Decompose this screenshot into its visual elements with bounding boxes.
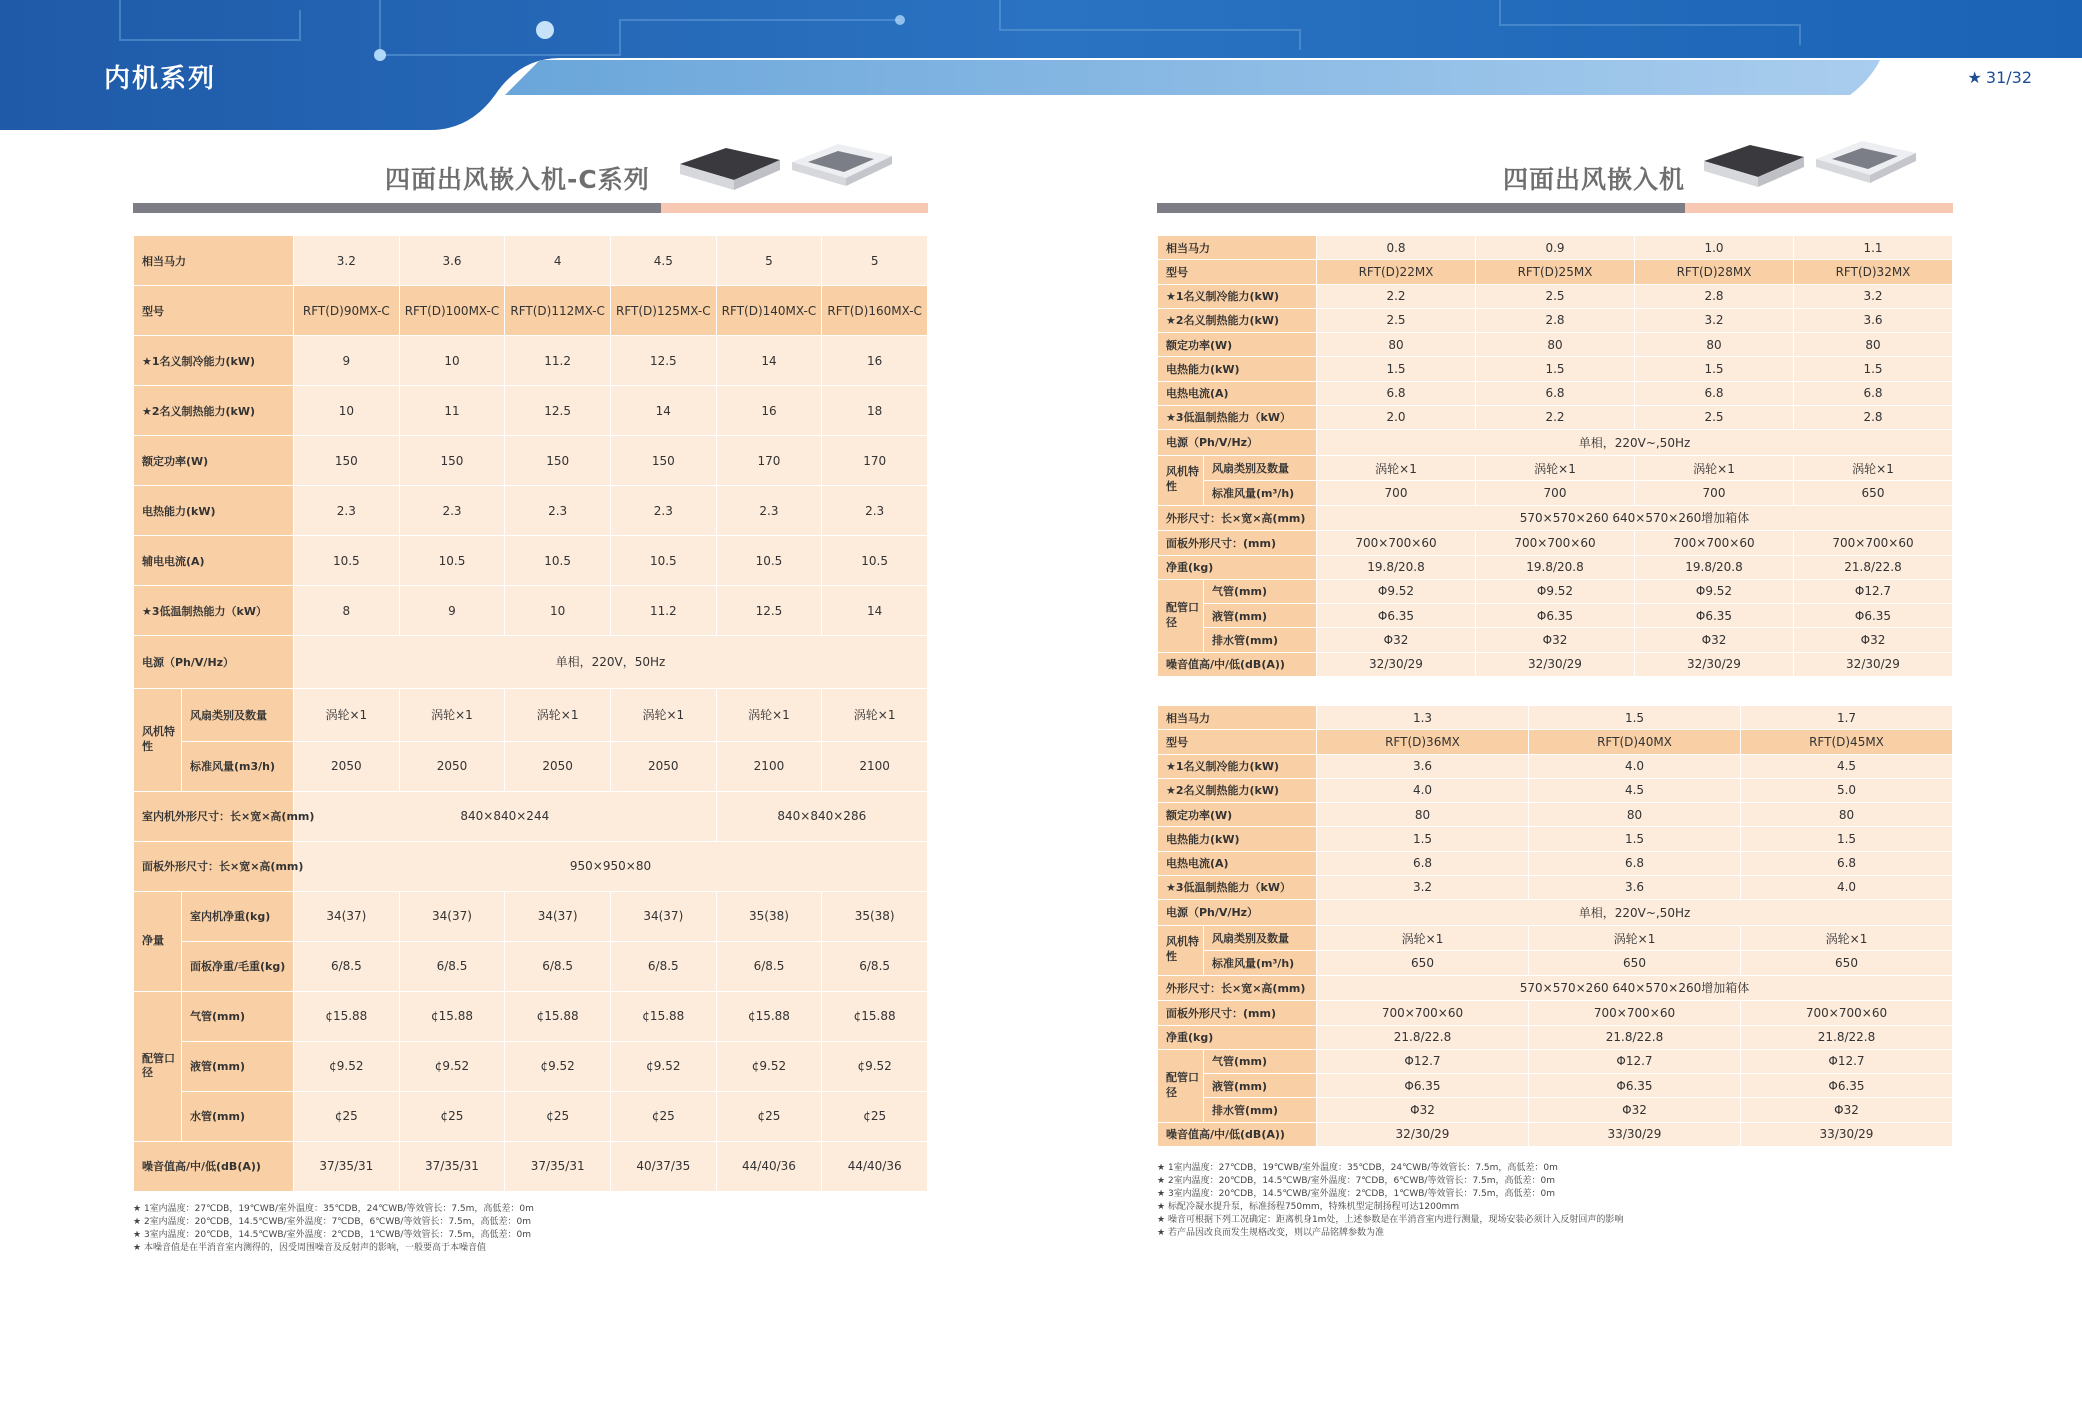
footnote: ★ 1室内温度：27℃DB，19℃WB/室外温度：35℃DB，24℃WB/等效管长：7.5m，高低差：0m — [1157, 1162, 1953, 1175]
footnote: ★ 2室内温度：20℃DB，14.5℃WB/室外温度：7℃DB，6℃WB/等效管长：7.5m，高低差：0m — [1157, 1175, 1953, 1188]
table-row: 额定功率(W) 150 150 150 150 170 170 — [134, 436, 928, 486]
left-section-title: 四面出风嵌入机-C系列 — [385, 165, 650, 194]
table-row: 噪音值高/中/低(dB(A)) 32/30/29 33/30/29 33/30/29 — [1158, 1122, 1953, 1146]
table-row: 室内机外形尺寸：长×宽×高(mm) 840×840×244 840×840×286 — [134, 791, 928, 841]
table-row: 外形尺寸：长×宽×高(mm) 570×570×260 640×570×260增加箱体 — [1158, 505, 1953, 531]
table-row: 面板外形尺寸：长×宽×高(mm) 950×950×80 — [134, 841, 928, 891]
table-row: 电热电流(A) 6.8 6.8 6.8 — [1158, 851, 1953, 875]
table-row: 配管口径 气管(mm) Φ12.7 Φ12.7 Φ12.7 — [1158, 1049, 1953, 1073]
left-title-bar — [133, 203, 928, 213]
table-row: 配管口径 气管(mm) ¢15.88 ¢15.88 ¢15.88 ¢15.88 ¢15.88 ¢15.88 — [134, 991, 928, 1041]
footnote: ★ 噪音可根据下列工况确定：距离机身1m处，上述参数是在半消音室内进行测量，现场安装必须计入反射回声的影响 — [1157, 1214, 1953, 1227]
cassette-unit-image — [676, 138, 896, 200]
group-label: 风机特性 — [134, 688, 182, 791]
table-row: ★2名义制热能力(kW) 2.5 2.8 3.2 3.6 — [1158, 308, 1953, 332]
table-row: 额定功率(W) 80 80 80 — [1158, 803, 1953, 827]
right-title-bar — [1157, 203, 1953, 213]
table-row: 噪音值高/中/低(dB(A)) 32/30/29 32/30/29 32/30/29 32/30/29 — [1158, 652, 1953, 676]
table-row: 相当马力 0.8 0.9 1.0 1.1 — [1158, 236, 1953, 260]
header-banner — [0, 0, 2082, 130]
table-row: ★3低温制热能力（kW） 2.0 2.2 2.5 2.8 — [1158, 405, 1953, 429]
table-row: 型号 RFT(D)22MX RFT(D)25MX RFT(D)28MX RFT(D)32MX — [1158, 260, 1953, 284]
footnote: ★ 3室内温度：20℃DB，14.5℃WB/室外温度：2℃DB，1℃WB/等效管长：7.5m，高低差：0m — [133, 1229, 928, 1242]
table-row: ★2名义制热能力(kW) 4.0 4.5 5.0 — [1158, 778, 1953, 802]
table-row: ★2名义制热能力(kW) 10 11 12.5 14 16 18 — [134, 386, 928, 436]
table-row: 噪音值高/中/低(dB(A)) 37/35/31 37/35/31 37/35/31 40/37/35 44/40/36 44/40/36 — [134, 1141, 928, 1191]
table-row: ★1名义制冷能力(kW) 3.6 4.0 4.5 — [1158, 754, 1953, 778]
group-label: 配管口径 — [134, 991, 182, 1141]
right-spec-table-1 — [1157, 235, 1953, 677]
right-footnotes — [1157, 1162, 1953, 1240]
table-row: 相当马力 1.3 1.5 1.7 — [1158, 706, 1953, 730]
table-row: 面板外形尺寸：(mm) 700×700×60 700×700×60 700×700×60 700×700×60 — [1158, 531, 1953, 555]
table-row: 净重(kg) 19.8/20.8 19.8/20.8 19.8/20.8 21.8/22.8 — [1158, 555, 1953, 579]
page-number: ★ 31/32 — [1967, 68, 2032, 87]
star-icon: ★ — [1967, 68, 1982, 87]
table-row: 辅电电流(A) 10.5 10.5 10.5 10.5 10.5 10.5 — [134, 536, 928, 586]
table-row: 标准风量(m³/h) 700 700 700 650 — [1158, 481, 1953, 505]
table-row: 标准风量(m3/h) 2050 2050 2050 2050 2100 2100 — [134, 741, 928, 791]
table-row: 风机特性 风扇类别及数量 涡轮×1 涡轮×1 涡轮×1 涡轮×1 — [1158, 455, 1953, 481]
row-label: 相当马力 — [134, 236, 294, 286]
table-row: 净重(kg) 21.8/22.8 21.8/22.8 21.8/22.8 — [1158, 1025, 1953, 1049]
table-row: 面板净重/毛重(kg) 6/8.5 6/8.5 6/8.5 6/8.5 6/8.5 6/8.5 — [134, 941, 928, 991]
table-row: 标准风量(m³/h) 650 650 650 — [1158, 951, 1953, 975]
group-label: 风机特性 — [1158, 455, 1204, 505]
footnote: ★ 2室内温度：20℃DB，14.5℃WB/室外温度：7℃DB，6℃WB/等效管长：7.5m，高低差：0m — [133, 1216, 928, 1229]
table-row: 液管(mm) Φ6.35 Φ6.35 Φ6.35 Φ6.35 — [1158, 604, 1953, 628]
table-row: 电热能力(kW) 2.3 2.3 2.3 2.3 2.3 2.3 — [134, 486, 928, 536]
footnote: ★ 1室内温度：27℃DB，19℃WB/室外温度：35℃DB，24℃WB/等效管长：7.5m，高低差：0m — [133, 1203, 928, 1216]
table-row: 型号 RFT(D)36MX RFT(D)40MX RFT(D)45MX — [1158, 730, 1953, 754]
table-row: 额定功率(W) 80 80 80 80 — [1158, 333, 1953, 357]
table-row: ★1名义制冷能力(kW) 2.2 2.5 2.8 3.2 — [1158, 284, 1953, 308]
table-row: 型号 RFT(D)90MX-C RFT(D)100MX-C RFT(D)112MX-C RFT(D)125MX-C RFT(D)140MX-C RFT(D)160MX-C — [134, 286, 928, 336]
footnote: ★ 标配冷凝水提升泵，标准扬程750mm，特殊机型定制扬程可达1200mm — [1157, 1201, 1953, 1214]
left-footnotes — [133, 1203, 928, 1255]
right-spec-table-2 — [1157, 705, 1953, 1147]
table-row: 电源（Ph/V/Hz） 单相，220V~,50Hz — [1158, 430, 1953, 456]
table-row: 水管(mm) ¢25 ¢25 ¢25 ¢25 ¢25 ¢25 — [134, 1091, 928, 1141]
group-label: 风机特性 — [1158, 925, 1204, 975]
footnote: ★ 3室内温度：20℃DB，14.5℃WB/室外温度：2℃DB，1℃WB/等效管长：7.5m，高低差：0m — [1157, 1188, 1953, 1201]
table-row: 面板外形尺寸：(mm) 700×700×60 700×700×60 700×700×60 — [1158, 1001, 1953, 1025]
table-row: 风机特性 风扇类别及数量 涡轮×1 涡轮×1 涡轮×1 — [1158, 925, 1953, 951]
table-row: 风机特性 风扇类别及数量 涡轮×1 涡轮×1 涡轮×1 涡轮×1 涡轮×1 涡轮×1 — [134, 688, 928, 741]
cassette-unit-image — [1700, 135, 1920, 197]
table-row: 排水管(mm) Φ32 Φ32 Φ32 — [1158, 1098, 1953, 1122]
row-label: 型号 — [134, 286, 294, 336]
table-row: 排水管(mm) Φ32 Φ32 Φ32 Φ32 — [1158, 628, 1953, 652]
table-row: 相当马力 3.2 3.6 4 4.5 5 5 — [134, 236, 928, 286]
table-row: 净量 室内机净重(kg) 34(37) 34(37) 34(37) 34(37) 35(38) 35(38) — [134, 891, 928, 941]
table-row: 外形尺寸：长×宽×高(mm) 570×570×260 640×570×260增加箱体 — [1158, 975, 1953, 1001]
footnote: ★ 本噪音值是在半消音室内测得的，因受周围噪音及反射声的影响，一般要高于本噪音值 — [133, 1242, 928, 1255]
left-spec-table — [133, 235, 928, 1192]
group-label: 配管口径 — [1158, 1049, 1204, 1122]
group-label: 净量 — [134, 891, 182, 991]
table-row: ★3低温制热能力（kW） 8 9 10 11.2 12.5 14 — [134, 586, 928, 636]
group-label: 配管口径 — [1158, 579, 1204, 652]
table-row: 液管(mm) ¢9.52 ¢9.52 ¢9.52 ¢9.52 ¢9.52 ¢9.52 — [134, 1041, 928, 1091]
series-title: 内机系列 — [104, 64, 217, 94]
table-row: 电源（Ph/V/Hz） 单相，220V~,50Hz — [1158, 900, 1953, 926]
table-row: 电热电流(A) 6.8 6.8 6.8 6.8 — [1158, 381, 1953, 405]
right-section-title: 四面出风嵌入机 — [1503, 165, 1686, 194]
table-row: 电热能力(kW) 1.5 1.5 1.5 1.5 — [1158, 357, 1953, 381]
table-row: 电源（Ph/V/Hz） 单相，220V，50Hz — [134, 636, 928, 689]
footnote: ★ 若产品因改良而发生规格改变，则以产品铭牌参数为准 — [1157, 1227, 1953, 1240]
table-row: 配管口径 气管(mm) Φ9.52 Φ9.52 Φ9.52 Φ12.7 — [1158, 579, 1953, 603]
table-row: ★1名义制冷能力(kW) 9 10 11.2 12.5 14 16 — [134, 336, 928, 386]
table-row: ★3低温制热能力（kW） 3.2 3.6 4.0 — [1158, 875, 1953, 899]
table-row: 电热能力(kW) 1.5 1.5 1.5 — [1158, 827, 1953, 851]
table-row: 液管(mm) Φ6.35 Φ6.35 Φ6.35 — [1158, 1074, 1953, 1098]
